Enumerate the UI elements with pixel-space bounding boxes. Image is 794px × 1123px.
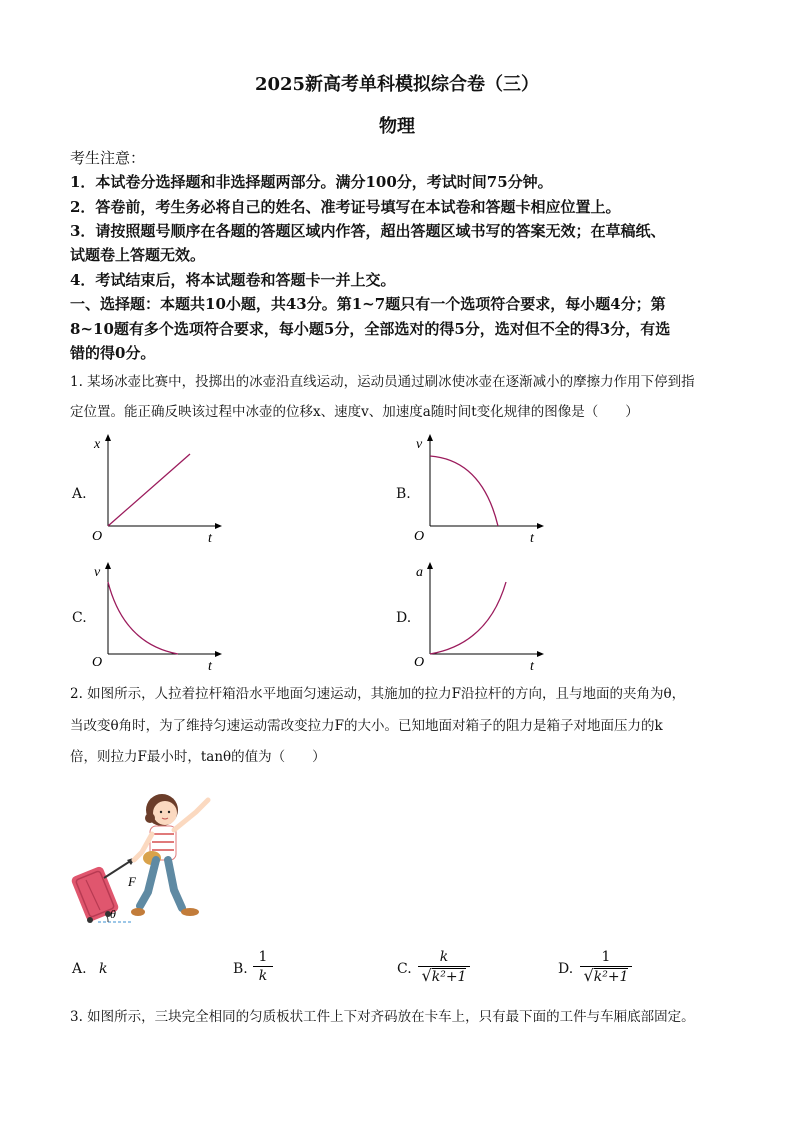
q1-b-x-label: t bbox=[530, 531, 534, 544]
section1-line-2: 8~10题有多个选项符合要求，每小题5分，全部选对的得5分，选对但不全的得3分，有选 bbox=[70, 320, 671, 338]
q1-option-b-graph bbox=[410, 432, 550, 544]
q1-stem-line-2: 定位置。能正确反映该过程中冰壶的位移x、速度v、加速度a随时间t变化规律的图像是（ ） bbox=[70, 404, 639, 420]
notice-item-2: 2．答卷前，考生务必将自己的姓名、准考证号填写在本试卷和答题卡相应位置上。 bbox=[70, 198, 621, 216]
q1-b-curve bbox=[430, 456, 498, 526]
q2-option-b-num: 1 bbox=[258, 949, 268, 965]
q2-option-a-expr: k bbox=[99, 961, 108, 977]
section1-line-3: 错的得0分。 bbox=[70, 344, 156, 362]
q1-b-y-label: v bbox=[416, 437, 423, 452]
q1-c-origin: O bbox=[92, 655, 103, 670]
q2-stem-line-1: 2. 如图所示，人拉着拉杆箱沿水平地面匀速运动，其施加的拉力F沿拉杆的方向，且与地面的夹角为θ， bbox=[70, 686, 686, 702]
q1-stem-line-1: 1. 某场冰壶比赛中，投掷出的冰壶沿直线运动，运动员通过刷冰使冰壶在逐渐减小的摩擦力作用下停到指 bbox=[70, 374, 695, 390]
q1-c-curve bbox=[108, 582, 178, 654]
q2-option-c-label: C. bbox=[397, 961, 412, 977]
q1-c-x-label: t bbox=[208, 659, 212, 672]
q2-option-b-frac bbox=[253, 948, 273, 985]
q1-a-origin: O bbox=[92, 529, 103, 544]
q2-option-b-den: k bbox=[253, 966, 273, 985]
section1-line-1: 一、选择题：本题共10小题，共43分。第1~7题只有一个选项符合要求，每小题4分；第 bbox=[70, 295, 666, 313]
q2-option-d-den: k²+1 bbox=[593, 969, 629, 985]
q2-option-c-frac bbox=[418, 948, 470, 986]
q1-option-b-label: B. bbox=[396, 486, 411, 502]
q2-option-c-num: k bbox=[439, 949, 449, 965]
q2-force-label: F bbox=[128, 874, 136, 889]
sqrt-icon: √ bbox=[583, 966, 594, 985]
q2-option-d-label: D. bbox=[558, 961, 574, 977]
q1-a-curve bbox=[108, 454, 190, 526]
q2-stem-line-3: 倍，则拉力F最小时，tanθ的值为（ ） bbox=[70, 749, 326, 765]
paper-title: 2025新高考单科模拟综合卷（三） bbox=[254, 74, 540, 95]
q1-option-d-graph bbox=[410, 560, 550, 672]
q2-option-d-num: 1 bbox=[601, 949, 611, 965]
paper-subject: 物理 bbox=[379, 116, 415, 137]
q1-d-curve bbox=[430, 582, 506, 654]
q1-option-d-label: D. bbox=[396, 610, 412, 626]
q2-option-c-den: k²+1 bbox=[431, 969, 467, 985]
notice-heading: 考生注意： bbox=[70, 149, 146, 167]
q1-d-origin: O bbox=[414, 655, 425, 670]
q1-option-a-graph bbox=[88, 432, 228, 544]
notice-item-1: 1．本试卷分选择题和非选择题两部分。满分100分，考试时间75分钟。 bbox=[70, 173, 553, 191]
notice-item-4: 4．考试结束后，将本试题卷和答题卡一并上交。 bbox=[70, 271, 396, 289]
q2-option-d-frac bbox=[580, 948, 632, 986]
q1-a-x-label: t bbox=[208, 531, 212, 544]
q2-option-a-label: A. bbox=[72, 961, 87, 977]
notice-item-3: 3．请按照题号顺序在各题的答题区域内作答，超出答题区域书写的答案无效；在草稿纸、 bbox=[70, 222, 666, 240]
q1-b-origin: O bbox=[414, 529, 425, 544]
q1-option-c-graph bbox=[88, 560, 228, 672]
sqrt-icon: √ bbox=[421, 966, 432, 985]
q2-option-b-label: B. bbox=[233, 961, 248, 977]
q1-d-x-label: t bbox=[530, 659, 534, 672]
girl-illustration bbox=[131, 794, 208, 916]
q1-option-a-label: A. bbox=[72, 486, 87, 502]
q3-stem-line-1: 3. 如图所示，三块完全相同的匀质板状工件上下对齐码放在卡车上，只有最下面的工件与车厢底部固定。 bbox=[70, 1009, 695, 1025]
q1-c-y-label: v bbox=[94, 565, 101, 580]
q1-a-y-label: x bbox=[94, 437, 101, 452]
q1-option-c-label: C. bbox=[72, 610, 87, 626]
q2-angle-label: θ bbox=[110, 907, 116, 921]
q2-option-c-den-wrap bbox=[418, 966, 470, 986]
q2-option-d-den-wrap bbox=[580, 966, 632, 986]
q1-d-y-label: a bbox=[416, 565, 423, 580]
q2-option-a bbox=[72, 957, 108, 981]
notice-item-3-cont: 试题卷上答题无效。 bbox=[70, 246, 206, 264]
q2-figure bbox=[70, 782, 230, 932]
q2-stem-line-2: 当改变θ角时，为了维持匀速运动需改变拉力F的大小。已知地面对箱子的阻力是箱子对地面压力的k bbox=[70, 718, 663, 734]
